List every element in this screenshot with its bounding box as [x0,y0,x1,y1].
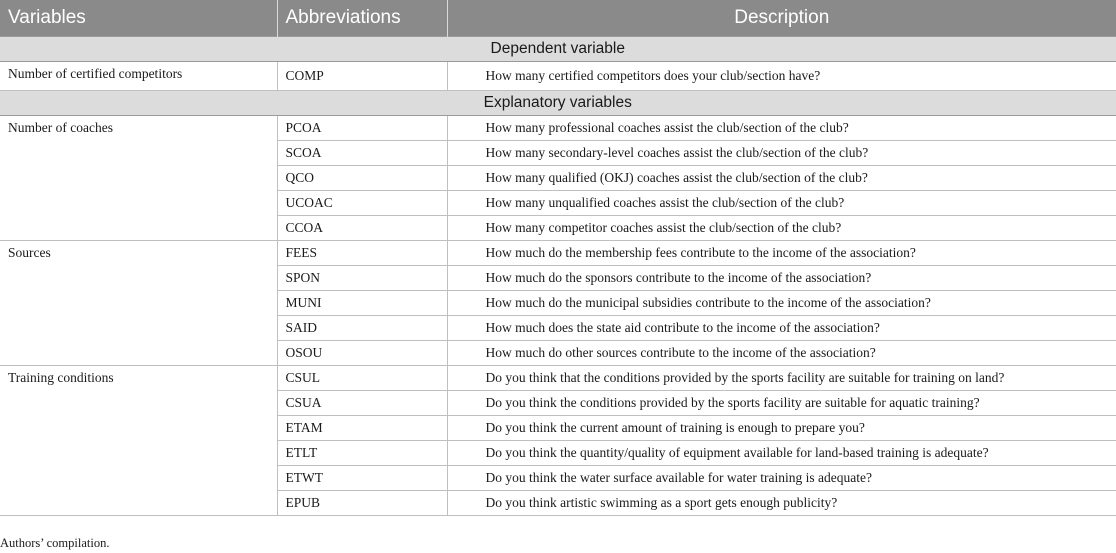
header-abbreviations: Abbreviations [277,0,447,37]
table-row [0,366,1116,391]
abbreviation-cell: OSOU [277,341,447,366]
header-description: Description [447,0,1116,37]
description-cell: How much do other sources contribute to the income of the association? [447,341,1116,366]
abbreviation-cell: CSUL [277,366,447,391]
abbreviation-cell: COMP [277,62,447,91]
abbreviation-cell: ETLT [277,441,447,466]
variable-group-name: Training conditions [0,366,277,516]
description-cell: How much does the state aid contribute to the income of the association? [447,316,1116,341]
variable-group-name: Number of coaches [0,116,277,241]
abbreviation-cell: ETWT [277,466,447,491]
description-cell: Do you think the current amount of training is enough to prepare you? [447,416,1116,441]
abbreviation-cell: EPUB [277,491,447,516]
abbreviation-cell: SCOA [277,141,447,166]
description-cell: Do you think the conditions provided by the sports facility are suitable for aquatic training? [447,391,1116,416]
description-cell: How many secondary-level coaches assist the club/section of the club? [447,141,1116,166]
abbreviation-cell: ETAM [277,416,447,441]
description-cell: How much do the membership fees contribute to the income of the association? [447,241,1116,266]
description-cell: Do you think the quantity/quality of equipment available for land-based training is adequate? [447,441,1116,466]
source-note: Authors’ compilation. [0,536,110,550]
description-cell: How many certified competitors does your club/section have? [447,62,1116,91]
variable-group-name: Number of certified competitors [0,62,277,91]
description-cell: How much do the municipal subsidies contribute to the income of the association? [447,291,1116,316]
section-title: Dependent variable [0,37,1116,62]
description-cell: How many competitor coaches assist the club/section of the club? [447,216,1116,241]
description-cell: How many unqualified coaches assist the club/section of the club? [447,191,1116,216]
description-cell: How many qualified (OKJ) coaches assist the club/section of the club? [447,166,1116,191]
abbreviation-cell: PCOA [277,116,447,141]
header-variables: Variables [0,0,277,37]
section-row [0,91,1116,116]
section-row [0,37,1116,62]
table-header [0,0,1116,37]
variable-group-name: Sources [0,241,277,366]
abbreviation-cell: FEES [277,241,447,266]
table-row [0,62,1116,91]
abbreviation-cell: QCO [277,166,447,191]
abbreviation-cell: SAID [277,316,447,341]
description-cell: How much do the sponsors contribute to the income of the association? [447,266,1116,291]
table-row [0,116,1116,141]
abbreviation-cell: SPON [277,266,447,291]
abbreviation-cell: UCOAC [277,191,447,216]
description-cell: How many professional coaches assist the club/section of the club? [447,116,1116,141]
section-title: Explanatory variables [0,91,1116,116]
abbreviation-cell: MUNI [277,291,447,316]
abbreviation-cell: CSUA [277,391,447,416]
table-row [0,241,1116,266]
abbreviation-cell: CCOA [277,216,447,241]
table-body [0,37,1116,516]
description-cell: Do you think the water surface available for water training is adequate? [447,466,1116,491]
description-cell: Do you think artistic swimming as a sport gets enough publicity? [447,491,1116,516]
description-cell: Do you think that the conditions provided by the sports facility are suitable for training on land? [447,366,1116,391]
